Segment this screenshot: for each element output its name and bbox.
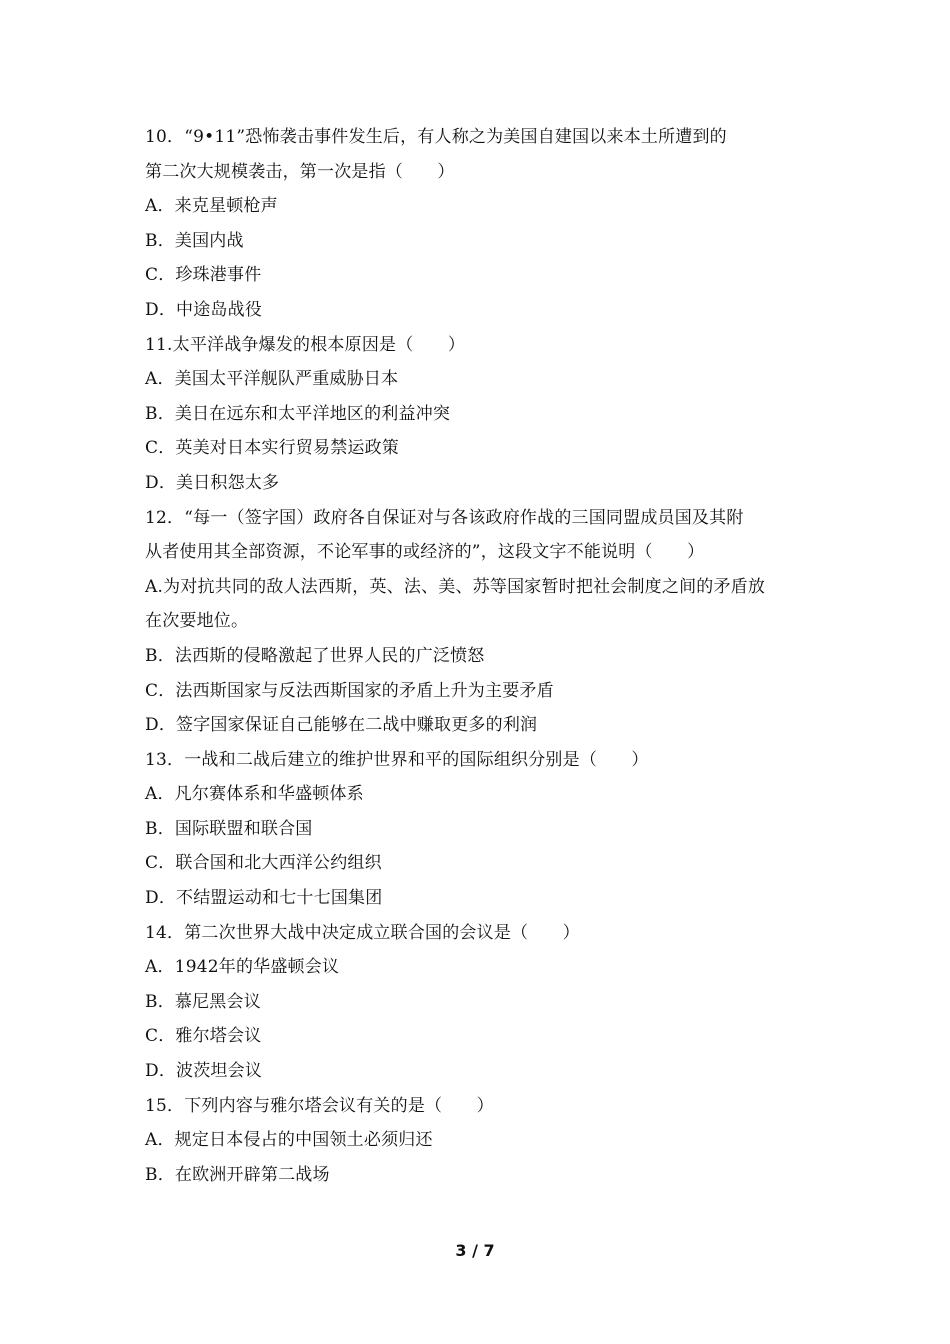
option-b: B．国际联盟和联合国 [145, 818, 313, 839]
option-b: B．美日在远东和太平洋地区的利益冲突 [145, 403, 451, 424]
option-d: D．签字国家保证自己能够在二战中赚取更多的利润 [145, 715, 538, 736]
page-number: 3 / 7 [455, 1241, 495, 1260]
option-b: B．法西斯的侵略激起了世界人民的广泛愤怒 [145, 645, 485, 666]
question-stem: 12．“每一（签字国）政府各自保证对与各该政府作战的三国同盟成员国及其附 [145, 507, 744, 528]
question-stem: 从者使用其全部资源，不论军事的或经济的”，这段文字不能说明（ ） [145, 542, 705, 563]
document-body [145, 120, 815, 1192]
question-stem: 15．下列内容与雅尔塔会议有关的是（ ） [145, 1095, 494, 1116]
question-stem: 10．“9•11”恐怖袭击事件发生后，有人称之为美国自建国以来本土所遭到的 [145, 127, 727, 147]
option-a: A.为对抗共同的敌人法西斯，英、法、美、苏等国家暂时把社会制度之间的矛盾放 [145, 576, 766, 597]
option-a: A．凡尔赛体系和华盛顿体系 [145, 784, 364, 805]
option-a: A．美国太平洋舰队严重威胁日本 [145, 369, 399, 390]
option-c: C．联合国和北大西洋公约组织 [145, 853, 382, 874]
option-d: D．中途岛战役 [145, 299, 263, 320]
question-stem: 14．第二次世界大战中决定成立联合国的会议是（ ） [145, 922, 580, 943]
question-stem: 13．一战和二战后建立的维护世界和平的国际组织分别是（ ） [145, 749, 649, 770]
option-c: C．法西斯国家与反法西斯国家的矛盾上升为主要矛盾 [145, 680, 554, 701]
option-c: C．珍珠港事件 [145, 265, 262, 286]
option-c: C．雅尔塔会议 [145, 1026, 262, 1047]
question-stem: 第二次大规模袭击，第一次是指（ ） [145, 161, 455, 182]
question-12 [145, 501, 815, 743]
option-d: D．美日积怨太多 [145, 472, 280, 493]
option-a: A．规定日本侵占的中国领土必须归还 [145, 1130, 433, 1151]
option-c: C．英美对日本实行贸易禁运政策 [145, 438, 400, 459]
question-13 [145, 743, 815, 916]
option-a: A．来克星顿枪声 [145, 196, 278, 217]
question-11 [145, 328, 815, 501]
question-14 [145, 916, 815, 1089]
question-stem: 11.太平洋战争爆发的根本原因是（ ） [145, 334, 466, 355]
question-10 [145, 120, 815, 328]
option-b: B．慕尼黑会议 [145, 991, 261, 1012]
option-b: B．美国内战 [145, 230, 244, 251]
question-15 [145, 1089, 815, 1193]
option-a-continued: 在次要地位。 [145, 611, 249, 632]
option-a: A．1942年的华盛顿会议 [145, 957, 340, 978]
option-b: B．在欧洲开辟第二战场 [145, 1164, 330, 1185]
option-d: D．不结盟运动和七十七国集团 [145, 888, 383, 909]
option-d: D．波茨坦会议 [145, 1061, 263, 1082]
